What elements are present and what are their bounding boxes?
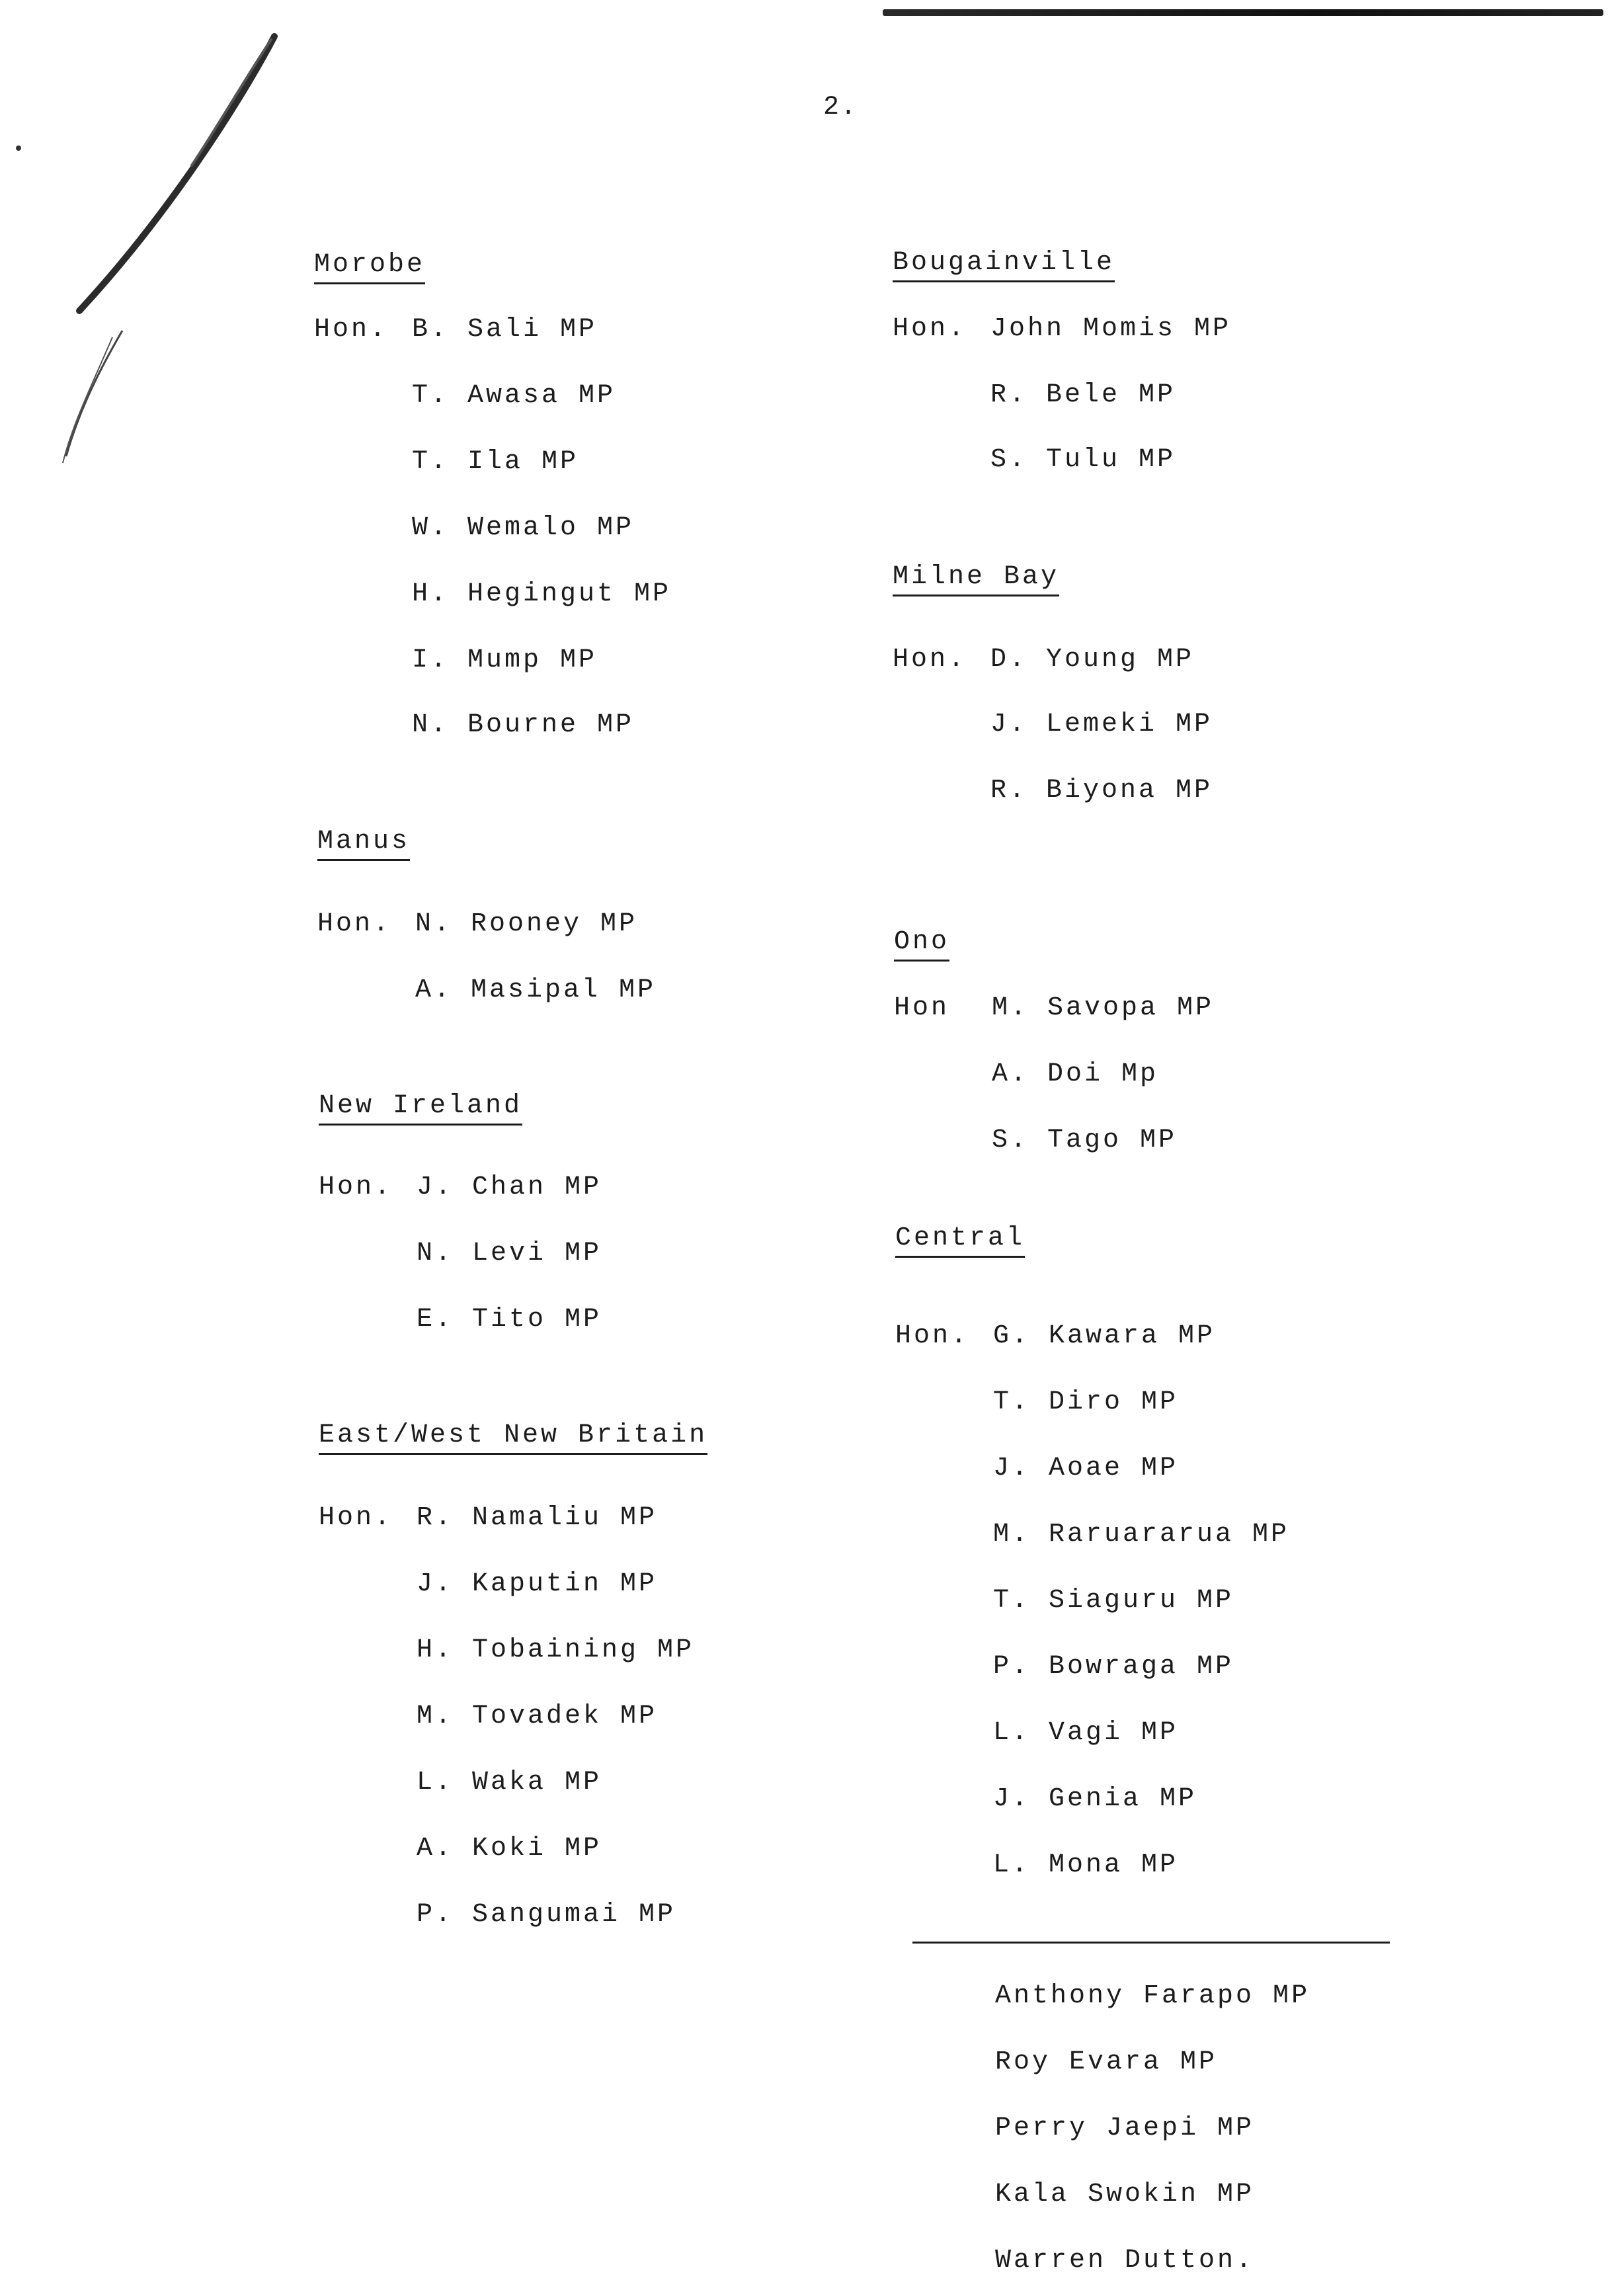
member-name: T. Diro MP [993, 1387, 1179, 1417]
member-name: J. Lemeki MP [990, 710, 1213, 739]
member-name: P. Bowraga MP [993, 1652, 1234, 1682]
hon-label: Hon. [893, 645, 967, 675]
member-name: R. Biyona MP [990, 776, 1213, 805]
member-name: A. Koki MP [417, 1834, 602, 1864]
member-name: D. Young MP [990, 645, 1195, 675]
member-name: S. Tulu MP [990, 445, 1176, 475]
additional-member: Roy Evara MP [995, 2047, 1218, 2077]
top-rule [883, 9, 1603, 16]
member-name: N. Levi MP [417, 1239, 602, 1268]
member-name: A. Doi Mp [992, 1059, 1159, 1089]
member-name: J. Chan MP [417, 1172, 602, 1202]
member-name: M. Tovadek MP [417, 1702, 658, 1731]
hon-label: Hon. [314, 315, 389, 345]
hon-label: Hon. [317, 909, 392, 939]
hon-label: Hon. [893, 314, 967, 344]
member-name: I. Mump MP [412, 645, 598, 675]
member-name: N. Bourne MP [412, 710, 635, 740]
member-name: T. Awasa MP [412, 381, 616, 411]
member-name: L. Mona MP [993, 1850, 1179, 1880]
page-number: 2. [823, 93, 858, 122]
member-name: S. Tago MP [992, 1126, 1178, 1155]
member-name: G. Kawara MP [993, 1321, 1216, 1351]
member-name: H. Tobaining MP [417, 1635, 695, 1665]
member-name: R. Bele MP [990, 380, 1176, 410]
hon-label: Hon. [319, 1503, 393, 1533]
member-name: P. Sangumai MP [417, 1900, 676, 1930]
member-name: B. Sali MP [412, 315, 598, 345]
hon-label: Hon. [319, 1172, 393, 1202]
section-heading: Central [895, 1223, 1025, 1258]
member-name: T. Siaguru MP [993, 1586, 1234, 1616]
member-name: N. Rooney MP [415, 909, 638, 939]
additional-member: Perry Jaepi MP [995, 2113, 1255, 2143]
section-heading: Bougainville [893, 248, 1115, 282]
member-name: A. Masipal MP [415, 975, 657, 1005]
section-heading: Manus [317, 827, 410, 861]
additional-member: Anthony Farapo MP [995, 1981, 1310, 2011]
member-name: M. Raruararua MP [993, 1520, 1290, 1549]
member-name: J. Aoae MP [993, 1454, 1179, 1483]
pen-marks [0, 0, 304, 503]
additional-member: Warren Dutton. [995, 2246, 1255, 2276]
member-name: J. Kaputin MP [417, 1569, 658, 1599]
member-name: E. Tito MP [417, 1305, 602, 1334]
section-heading: East/West New Britain [319, 1420, 707, 1455]
member-name: R. Namaliu MP [417, 1503, 658, 1533]
section-heading: Milne Bay [893, 562, 1059, 596]
additional-member: Kala Swokin MP [995, 2180, 1255, 2209]
member-name: T. Ila MP [412, 447, 579, 477]
member-name: J. Genia MP [993, 1784, 1197, 1814]
member-name: L. Vagi MP [993, 1718, 1179, 1748]
section-heading: New Ireland [319, 1091, 522, 1126]
member-name: L. Waka MP [417, 1768, 602, 1797]
hon-label: Hon [894, 993, 950, 1023]
section-heading: Morobe [314, 250, 425, 284]
member-name: M. Savopa MP [992, 993, 1215, 1023]
member-name: W. Wemalo MP [412, 513, 635, 543]
member-name: H. Hegingut MP [412, 579, 672, 609]
hon-label: Hon. [895, 1321, 970, 1351]
section-heading: Ono [894, 927, 949, 962]
member-name: John Momis MP [990, 314, 1232, 344]
section-divider [912, 1942, 1390, 1944]
